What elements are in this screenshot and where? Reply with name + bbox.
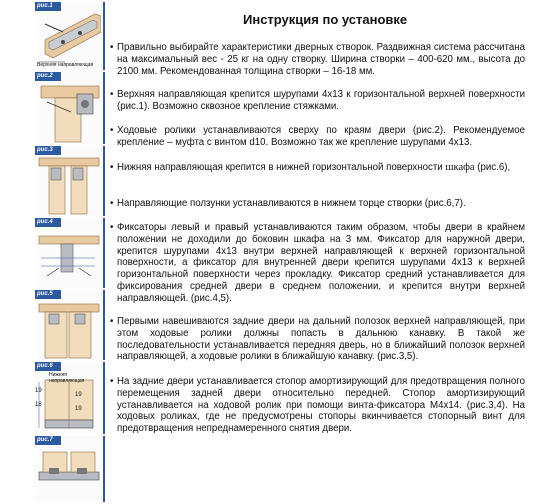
- figure-1-caption: Верхняя направляющая: [37, 62, 94, 68]
- figure-1-drawing: [35, 2, 101, 70]
- bullet-icon: •: [110, 89, 114, 100]
- paragraph-text-wrap: [110, 162, 525, 174]
- figure-3-drawing: [35, 146, 101, 216]
- paragraph-4: [110, 162, 525, 174]
- paragraph-text: Нижняя направляющая крепится в нижней горизонтальной поверхности: [117, 162, 443, 173]
- figure-5-drawing: [35, 290, 101, 360]
- paragraph-text: Ходовые ролики устанавливаются сверху по краям двери (рис.2). Рекомендуемое крепление – муфта с винтом d10. Возможно так же крепление шурупами 4х13.: [117, 125, 525, 148]
- figure-5: [35, 290, 105, 360]
- figure-6-dim: 19: [75, 392, 82, 398]
- bullet-icon: •: [110, 222, 114, 233]
- bullet-icon: •: [110, 316, 114, 327]
- figure-2-tag: рис.2: [35, 72, 61, 81]
- bullet-icon: •: [110, 42, 114, 53]
- figure-6-caption: Нижняя направляющая: [49, 372, 85, 384]
- figure-6-dim: 18: [35, 402, 42, 408]
- bullet-icon: •: [110, 162, 114, 173]
- bullet-icon: •: [110, 125, 114, 136]
- figure-column: [35, 0, 103, 504]
- figure-7-drawing: [35, 436, 101, 502]
- paragraph-text: Первыми навешиваются задние двери на дальний полозок верхней направляющей, при этом ходовые ролики должны попасть в дальнюю канавку. В такой же последовательности устанавливается передняя дверь, но в ближайший полозок верхней направляющей, а ходовые ролики в ближайшую канавку. (рис.3,5).: [117, 316, 525, 363]
- figure-7-tag: рис.7: [35, 436, 61, 445]
- figure-4-tag: рис.4: [35, 218, 61, 227]
- paragraph-8: [110, 376, 525, 435]
- figure-1-tag: рис.1: [35, 2, 61, 11]
- paragraph-1: [110, 42, 525, 77]
- figure-6-dim: 19: [75, 406, 82, 412]
- paragraph-text: Правильно выбирайте характеристики дверных створок. Раздвижная система рассчитана на максимальный вес - 25 кг на одну створку. Ширина створки – 400-620 мм., высота до 2100 мм. Рекомендованная толщина створки – 16-18 мм.: [117, 42, 525, 77]
- bullet-icon: •: [110, 198, 114, 209]
- figure-6-dim: 19: [35, 388, 42, 394]
- paragraph-text: Направляющие ползунки устанавливаются в нижнем торце створки (рис.6,7).: [117, 198, 466, 209]
- figure-5-tag: рис.5: [35, 290, 61, 299]
- paragraph-5: [110, 198, 525, 210]
- figure-6: [35, 362, 105, 434]
- figure-7: [35, 436, 105, 502]
- paragraph-text: На задние двери устанавливается стопор амортизирующий для предотвращения полного перемещения задней двери относительно передней. Стопор амортизирующий устанавливается на ходовой ролик при помощи винта-фиксатора М4х14. (рис.3,4). На ходовых роликах, где не предусмотрены стопоры вкинчивается стопорный винт для предотвращения непреднамеренного снятия двери.: [117, 376, 525, 435]
- figure-4-drawing: [35, 218, 101, 288]
- figure-3-tag: рис.3: [35, 146, 61, 155]
- figure-3: [35, 146, 105, 216]
- figure-1: [35, 2, 105, 70]
- paragraph-7: [110, 316, 525, 363]
- paragraph-text: Фиксаторы левый и правый устанавливаются таким образом, чтобы двери в крайнем положении не доходили до боковин шкафа на 3 мм. Фиксатор для наружной двери, крепится шурупами 4х13 внутри верхней направляющей к верхней горизонтальной поверхности, а фиксатор для внутренней двери крепится шурупами 4х13 к верхней горизонтальной поверхности через прокладку. Фиксатор средний устанавливается для фиксирования средней двери в среднем положении, и крепится внутри верхней направляющей. (рис.4,5).: [117, 222, 525, 304]
- figure-4: [35, 218, 105, 288]
- paragraph-text-end: (рис.6),: [474, 162, 511, 173]
- figure-6-tag: рис.6: [35, 362, 61, 371]
- figure-2-drawing: [35, 72, 101, 144]
- paragraph-6: [110, 222, 525, 305]
- paragraph-3: [110, 125, 525, 149]
- paragraph-2: [110, 89, 525, 113]
- paragraph-text-serif: шкафа: [445, 162, 475, 173]
- figure-2: [35, 72, 105, 144]
- page-title: Инструкция по установке: [243, 12, 408, 27]
- paragraph-text: Верхняя направляющая крепится шурупами 4х13 к горизонтальной верхней поверхности (рис.1). Возможно сквозное крепление стяжками.: [117, 89, 525, 112]
- bullet-icon: •: [110, 376, 114, 387]
